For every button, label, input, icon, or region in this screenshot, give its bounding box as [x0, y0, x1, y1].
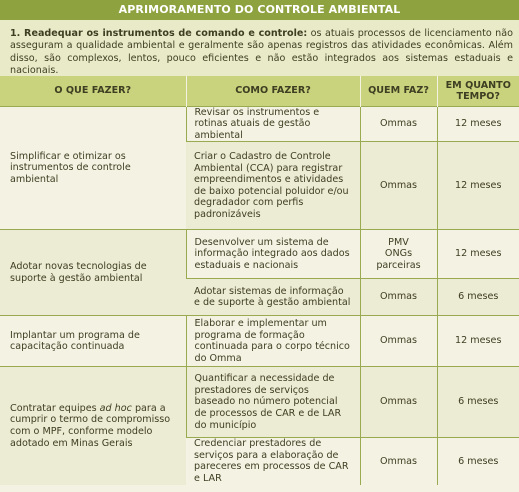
table-header-row — [0, 76, 519, 106]
when-cell: 6 meses — [437, 367, 519, 438]
who-line: ONGs — [384, 248, 413, 260]
table-row — [0, 230, 519, 279]
who-cell — [360, 230, 437, 279]
action-cell: Simplificar e otimizar os instrumentos de controle ambiental — [0, 106, 186, 230]
action-cell: Adotar novas tecnologias de suporte à gestão ambiental — [0, 230, 186, 316]
how-cell: Credenciar prestadores de serviços para a elaboração de pareceres em processos de CAR e LAR — [186, 438, 360, 485]
who-cell: Ommas — [360, 142, 437, 230]
table-row — [0, 106, 519, 142]
who-cell: Ommas — [360, 316, 437, 367]
when-cell: 6 meses — [437, 438, 519, 485]
how-cell: Adotar sistemas de informação e de suporte à gestão ambiental — [186, 279, 360, 316]
when-cell: 12 meses — [437, 316, 519, 367]
intro-text: os atuais processos de licenciamento não asseguram a qualidade ambiental e geralmente são apenas registros das atividades econômicas. Além disso, são complexos, lentos, pouco eficientes e não estão integrados aos sistemas estaduais e nacionais. — [10, 28, 513, 77]
header-when-line1: EM QUANTO — [445, 79, 511, 91]
action-cell — [0, 367, 186, 485]
when-cell: 12 meses — [437, 230, 519, 279]
action-italic: ad hoc — [99, 402, 132, 414]
action-cell: Implantar um programa de capacitação continuada — [0, 316, 186, 367]
when-cell: 12 meses — [437, 142, 519, 230]
who-cell: Ommas — [360, 367, 437, 438]
header-how: COMO FAZER? — [186, 76, 360, 106]
how-cell: Elaborar e implementar um programa de formação continuada para o corpo técnico do Omma — [186, 316, 360, 367]
intro-lead: 1. Readequar os instrumentos de comando e controle: — [10, 28, 308, 39]
when-cell: 6 meses — [437, 279, 519, 316]
who-line: PMV — [388, 236, 409, 248]
header-when-line2: TEMPO? — [456, 90, 500, 102]
action-text: Contratar equipes — [10, 402, 100, 414]
how-cell: Revisar os instrumentos e rotinas atuais de gestão ambiental — [186, 106, 360, 142]
header-who: QUEM FAZ? — [360, 76, 437, 106]
how-cell: Desenvolver um sistema de informação integrado aos dados estaduais e nacionais — [186, 230, 360, 279]
who-cell: Ommas — [360, 106, 437, 142]
who-line: parceiras — [376, 260, 421, 272]
when-cell: 12 meses — [437, 106, 519, 142]
who-cell: Ommas — [360, 279, 437, 316]
header-what: O QUE FAZER? — [0, 76, 186, 106]
action-text: para a cumprir o termo de compromisso com o MPF, conforme modelo adotado em Minas Gerais — [10, 402, 171, 449]
section-banner: APRIMORAMENTO DO CONTROLE AMBIENTAL — [0, 0, 519, 20]
how-cell: Criar o Cadastro de Controle Ambiental (CCA) para registrar empreendimentos e atividades de baixo potencial poluidor e/ou degradador com perfis padronizáveis — [186, 142, 360, 230]
table-row — [0, 316, 519, 367]
how-cell: Quantificar a necessidade de prestadores de serviços baseado no número potencial de processos de CAR e de LAR do município — [186, 367, 360, 438]
header-when — [437, 76, 519, 106]
who-cell: Ommas — [360, 438, 437, 485]
intro-paragraph — [0, 20, 519, 76]
action-plan-table — [0, 76, 519, 485]
table-row — [0, 367, 519, 438]
